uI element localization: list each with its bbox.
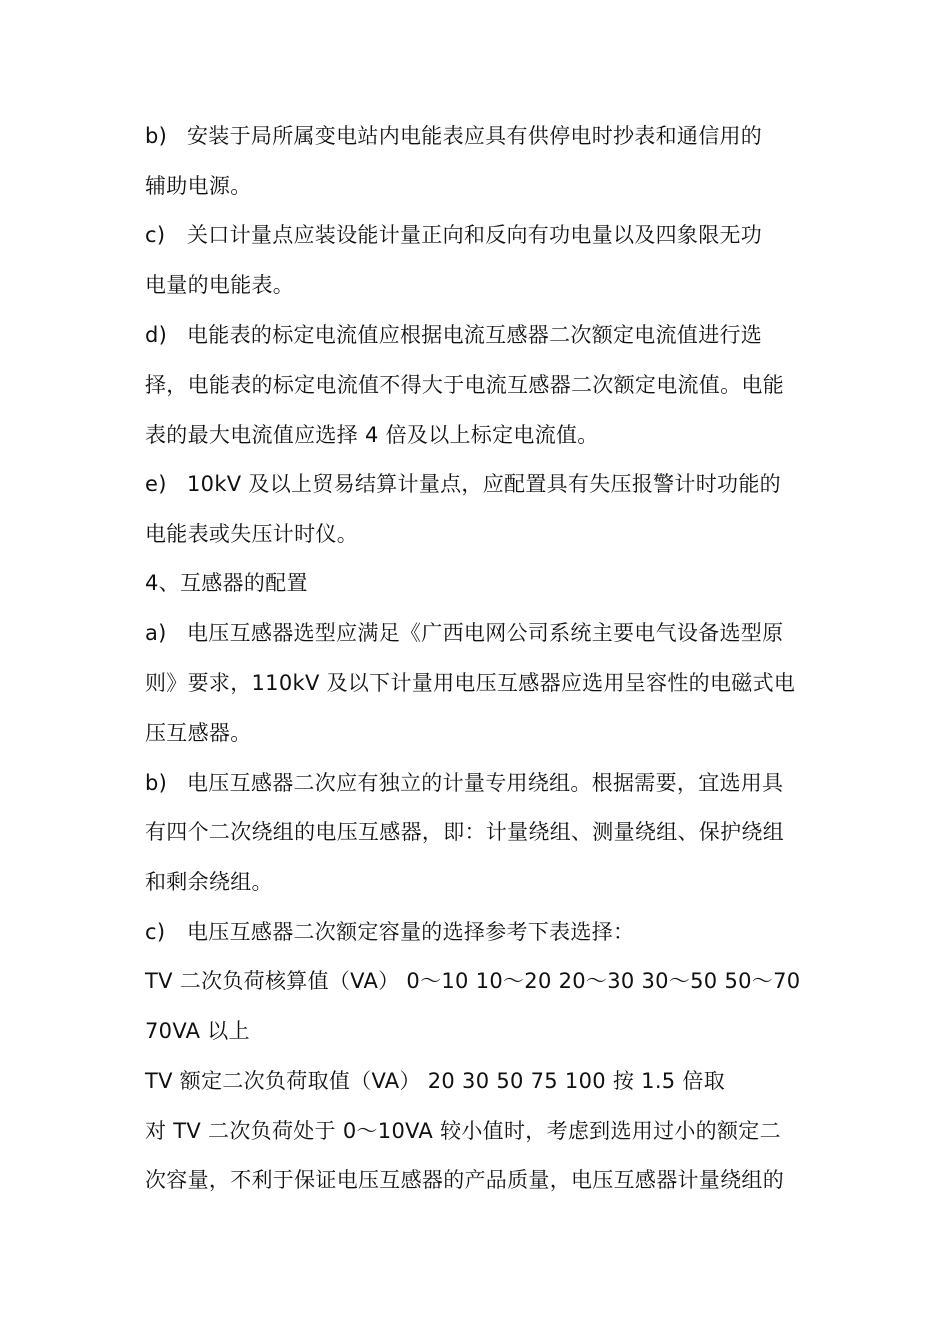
line-text: 10kV 及以上贸易结算计量点，应配置具有失压报警计时功能的 xyxy=(187,472,781,496)
line-text: 有四个二次绕组的电压互感器，即：计量绕组、测量绕组、保护绕组 xyxy=(145,820,784,844)
text-line xyxy=(145,867,273,897)
line-text: 对 TV 二次负荷处于 0～10VA 较小值时，考虑到选用过小的额定二 xyxy=(145,1119,781,1143)
line-text: TV 额定二次负荷取值（VA） 20 30 50 75 100 按 1.5 倍取 xyxy=(145,1069,726,1093)
item-label: c) xyxy=(145,223,166,247)
line-text: 电量的电能表。 xyxy=(145,273,295,297)
line-text: 电压互感器二次应有独立的计量专用绕组。根据需要，宜选用具 xyxy=(187,771,784,795)
line-text: 4、互感器的配置 xyxy=(145,571,308,595)
text-line xyxy=(145,220,762,250)
table-row-line xyxy=(145,1066,725,1096)
line-text: 辅助电源。 xyxy=(145,174,252,198)
line-text: 电能表或失压计时仪。 xyxy=(145,522,358,546)
text-line xyxy=(145,469,781,499)
text-line xyxy=(145,668,795,698)
item-label: e) xyxy=(145,472,167,496)
text-line xyxy=(145,171,252,201)
text-line xyxy=(145,618,783,648)
item-label: b) xyxy=(145,124,168,148)
text-line xyxy=(145,1116,781,1146)
text-line xyxy=(145,519,358,549)
line-text: 次容量，不利于保证电压互感器的产品质量，电压互感器计量绕组的 xyxy=(145,1168,784,1192)
line-text: 电压互感器二次额定容量的选择参考下表选择： xyxy=(187,920,635,944)
line-text: 则》要求，110kV 及以下计量用电压互感器应选用呈容性的电磁式电 xyxy=(145,671,796,695)
line-text: 择，电能表的标定电流值不得大于电流互感器二次额定电流值。电能 xyxy=(145,373,784,397)
table-row-line xyxy=(145,1016,250,1046)
item-label: b) xyxy=(145,771,168,795)
text-line xyxy=(145,718,252,748)
item-label: d) xyxy=(145,323,168,347)
line-text: 表的最大电流值应选择 4 倍及以上标定电流值。 xyxy=(145,423,599,447)
line-text: 和剩余绕组。 xyxy=(145,870,273,894)
text-line xyxy=(145,320,762,350)
text-line xyxy=(145,270,294,300)
item-label: a) xyxy=(145,621,167,645)
text-line xyxy=(145,1165,784,1195)
text-line xyxy=(145,917,634,947)
text-line xyxy=(145,420,599,450)
text-line xyxy=(145,817,784,847)
text-line xyxy=(145,121,762,151)
text-line xyxy=(145,370,784,400)
line-text: 安装于局所属变电站内电能表应具有供停电时抄表和通信用的 xyxy=(187,124,763,148)
line-text: 关口计量点应装设能计量正向和反向有功电量以及四象限无功 xyxy=(187,223,763,247)
section-heading xyxy=(145,568,308,598)
line-text: 压互感器。 xyxy=(145,721,252,745)
table-row-line xyxy=(145,966,800,996)
line-text: 70VA 以上 xyxy=(145,1019,250,1043)
item-label: c) xyxy=(145,920,166,944)
text-line xyxy=(145,768,783,798)
line-text: 电能表的标定电流值应根据电流互感器二次额定电流值进行选 xyxy=(187,323,763,347)
line-text: 电压互感器选型应满足《广西电网公司系统主要电气设备选型原 xyxy=(187,621,784,645)
line-text: TV 二次负荷核算值（VA） 0～10 10～20 20～30 30～50 50～70 xyxy=(145,969,801,993)
